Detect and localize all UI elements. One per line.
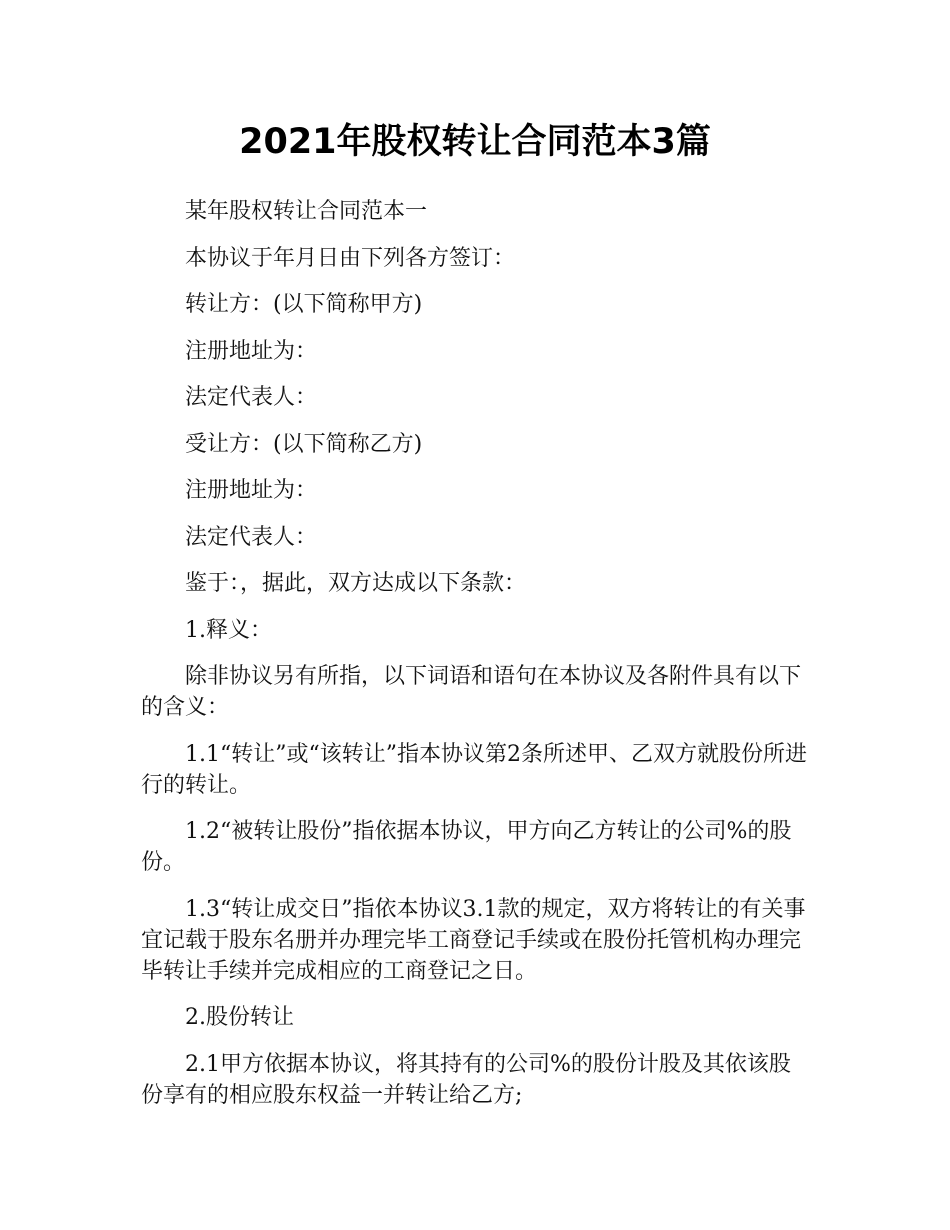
clause-2-1: 2.1甲方依据本协议，将其持有的公司%的股份计股及其依该股份享有的相应股东权益一并转让给乙方; <box>141 1051 791 1108</box>
clause-1-3: 1.3“转让成交日”指依本协议3.1款的规定，双方将转让的有关事宜记载于股东名册并办理完毕工商登记手续或在股份托管机构办理完毕转让手续并完成相应的工商登记之日。 <box>141 896 806 984</box>
document-body <box>141 196 811 1126</box>
paragraph-transferee-address: 注册地址为： <box>185 478 318 503</box>
paragraph-contract-heading: 某年股权转让合同范本一 <box>185 199 428 224</box>
paragraph-transferor-address: 注册地址为： <box>185 338 318 364</box>
clause-1-1: 1.1“转让”或“该转让”指本协议第2条所述甲、乙双方就股份所进行的转让。 <box>141 741 807 798</box>
section-heading-definitions: 1.释义： <box>185 617 272 643</box>
paragraph-signing-statement: 本协议于年月日由下列各方签订： <box>185 245 516 271</box>
section-heading-share-transfer: 2.股份转让 <box>185 1005 294 1030</box>
paragraph-transferor-representative: 法定代表人： <box>185 385 318 410</box>
paragraph-definitions-intro: 除非协议另有所指，以下词语和语句在本协议及各附件具有以下的含义： <box>141 664 802 720</box>
paragraph-transferor: 转让方：(以下简称甲方) <box>185 292 423 317</box>
paragraph-transferee: 受让方：(以下简称乙方) <box>185 431 423 457</box>
clause-1-2: 1.2“被转让股份”指依据本协议，甲方向乙方转让的公司%的股份。 <box>141 819 792 875</box>
paragraph-transferee-representative: 法定代表人： <box>185 524 318 550</box>
paragraph-whereas: 鉴于：，据此，双方达成以下条款： <box>185 571 527 596</box>
document-title: 2021年股权转让合同范本3篇 <box>239 122 711 162</box>
